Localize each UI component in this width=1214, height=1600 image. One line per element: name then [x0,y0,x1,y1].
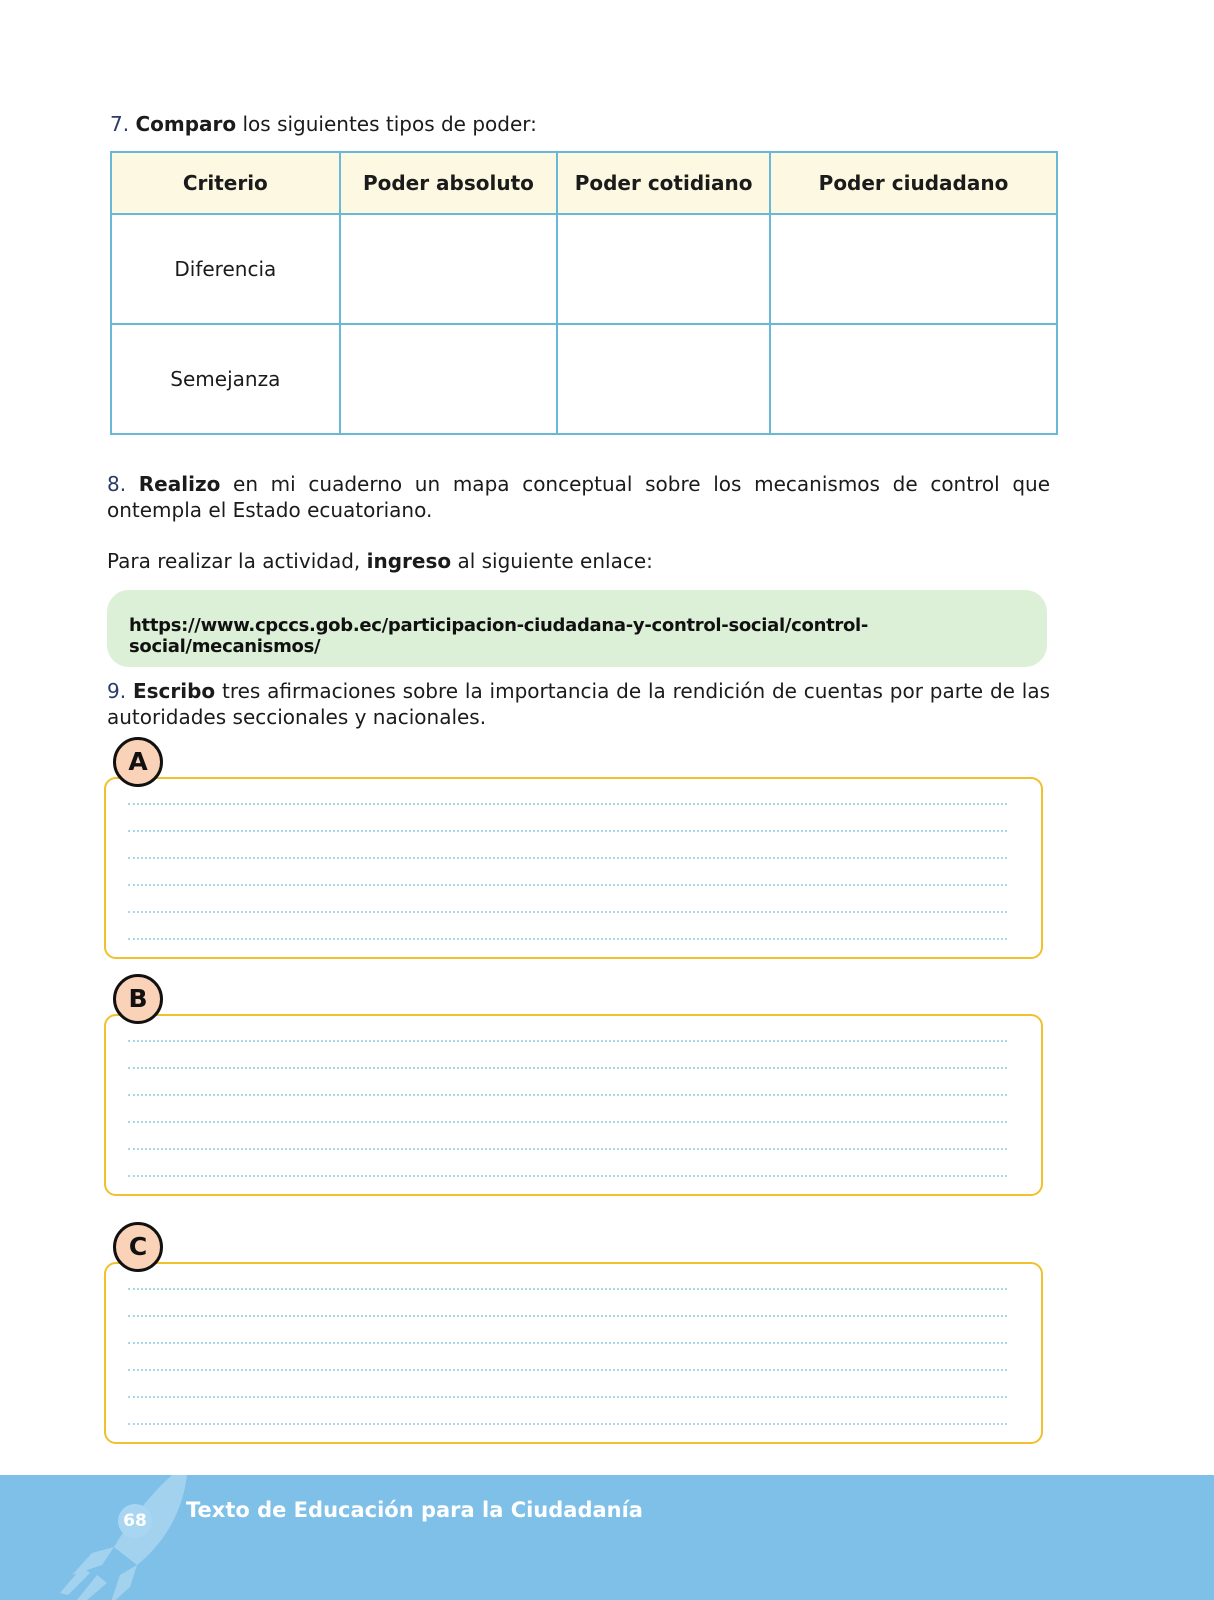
question-text: en mi cuaderno un mapa conceptual sobre los mecanismos de control que ontempla el Estado ecuatoriano. [107,472,1051,522]
writing-line [128,911,1007,913]
answer-badge-b: B [113,974,163,1024]
writing-line [128,884,1007,886]
answer-box-c[interactable] [104,1262,1043,1444]
question-8-instruction [107,548,653,574]
question-text: tres afirmaciones sobre la importancia de la rendición de cuentas por parte de las autoridades seccionales y nacionales. [107,679,1051,729]
answer-box-a[interactable] [104,777,1043,959]
writing-line [128,857,1007,859]
writing-line [128,1175,1007,1177]
writing-line [128,1067,1007,1069]
question-verb: Escribo [132,679,216,703]
writing-line [128,1369,1007,1371]
rocket-icon [52,1475,192,1600]
table-row [111,214,1057,324]
question-verb: Realizo [138,472,221,496]
instruction-verb: ingreso [366,549,452,573]
question-verb: Comparo [135,112,237,136]
answer-cell[interactable] [770,324,1057,434]
row-label-semejanza: Semejanza [111,324,340,434]
question-number: 7. [110,112,130,136]
question-8 [107,471,1050,523]
question-number: 8. [107,472,127,496]
resource-link[interactable]: https://www.cpccs.gob.ec/participacion-ciudadana-y-control-social/control-social/mecanismos/ [129,615,869,657]
writing-line [128,1040,1007,1042]
writing-line [128,1148,1007,1150]
book-title: Texto de Educación para la Ciudadanía [186,1498,643,1522]
writing-line [128,938,1007,940]
page-footer [0,1475,1214,1600]
writing-line [128,803,1007,805]
table-header-row [111,152,1057,214]
page-number: 68 [118,1504,152,1538]
answer-cell[interactable] [770,214,1057,324]
writing-line [128,1396,1007,1398]
answer-badge-a: A [113,737,163,787]
link-box [107,590,1047,667]
question-7 [110,111,537,137]
instruction-text-end: al siguiente enlace: [451,549,653,573]
header-poder-ciudadano: Poder ciudadano [770,152,1057,214]
header-criterio: Criterio [111,152,340,214]
header-poder-cotidiano: Poder cotidiano [557,152,770,214]
writing-line [128,830,1007,832]
instruction-text: Para realizar la actividad, [107,549,367,573]
comparison-table [110,151,1058,435]
answer-cell[interactable] [340,214,558,324]
writing-line [128,1094,1007,1096]
answer-cell[interactable] [557,324,770,434]
table-row [111,324,1057,434]
header-poder-absoluto: Poder absoluto [340,152,558,214]
question-text: los siguientes tipos de poder: [236,112,537,136]
question-9 [107,678,1050,730]
answer-cell[interactable] [557,214,770,324]
writing-line [128,1315,1007,1317]
answer-box-b[interactable] [104,1014,1043,1196]
answer-cell[interactable] [340,324,558,434]
writing-line [128,1423,1007,1425]
question-number: 9. [107,679,127,703]
row-label-diferencia: Diferencia [111,214,340,324]
answer-badge-c: C [113,1222,163,1272]
writing-line [128,1121,1007,1123]
writing-line [128,1342,1007,1344]
writing-line [128,1288,1007,1290]
